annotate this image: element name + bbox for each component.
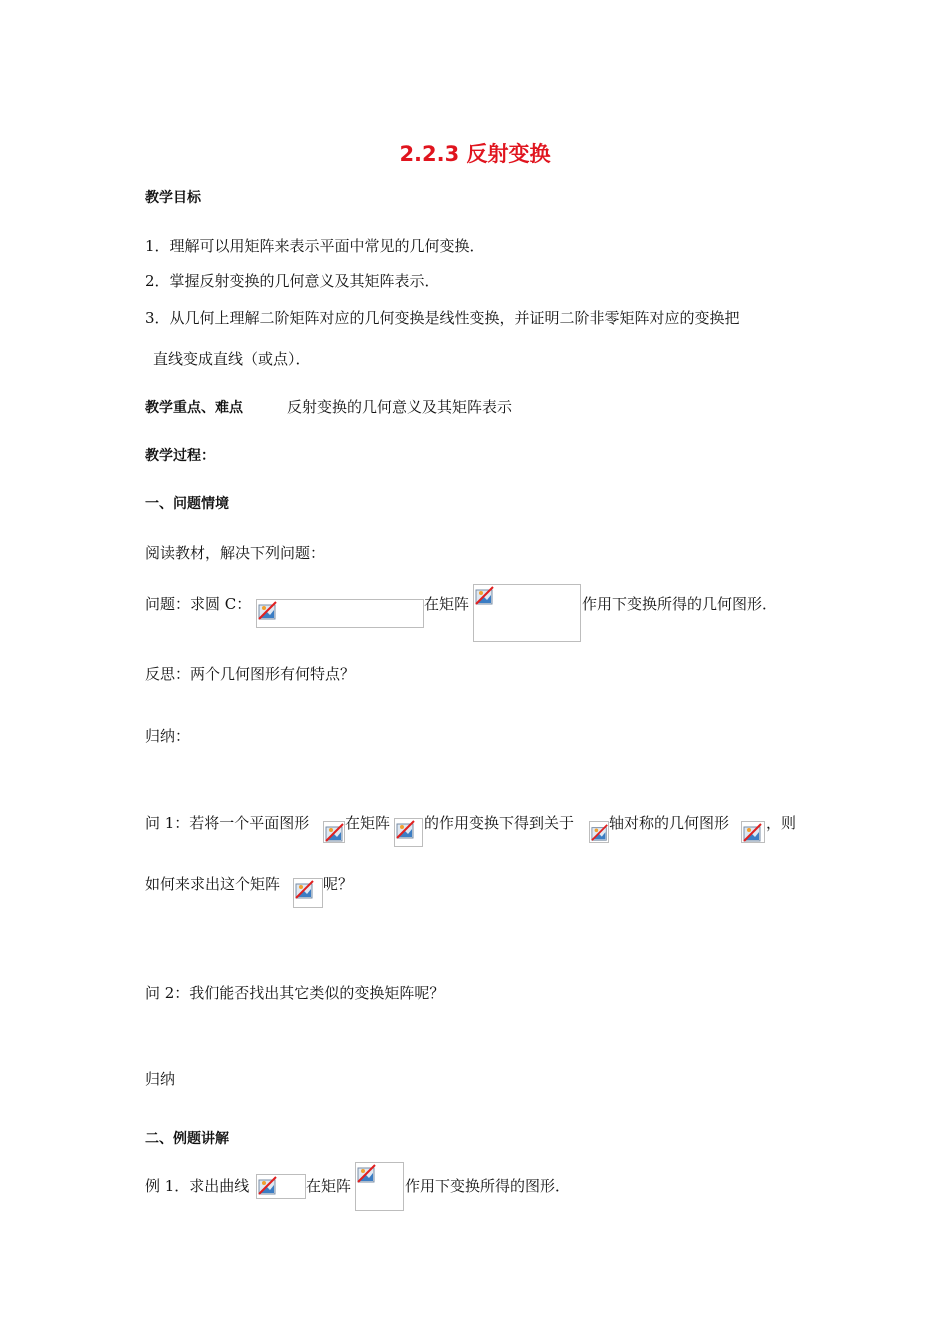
broken-image-icon (357, 1164, 377, 1184)
matrix-image (473, 584, 581, 642)
problem-prefix: 问题：求圆 C： (145, 595, 252, 613)
broken-image-icon (258, 1176, 278, 1196)
goal-item-3: 3．从几何上理解二阶矩阵对应的几何变换是线性变换，并证明二阶非零矩阵对应的变换把 (145, 309, 740, 327)
goal-item-3-cont: 直线变成直线（或点）． (153, 350, 311, 368)
example1-prefix: 例 1．求出曲线 (145, 1177, 250, 1195)
process-heading: 教学过程： (145, 448, 215, 464)
page-title: 2.2.3 反射变换 (399, 142, 551, 166)
key-points-text: 反射变换的几何意义及其矩阵表示 (287, 398, 513, 416)
q2-line: 问 2：我们能否找出其它类似的变换矩阵呢？ (145, 984, 445, 1002)
q1-line2-b: 呢？ (323, 875, 354, 893)
broken-image-icon (591, 823, 609, 843)
q1-part4: 轴对称的几何图形 (609, 814, 730, 832)
key-points-row (145, 397, 512, 418)
broken-image-icon (295, 880, 315, 900)
q1-part2: 在矩阵 (345, 814, 391, 832)
reflect-line: 反思：两个几何图形有何特点？ (145, 665, 356, 683)
q1-line2-a: 如何来求出这个矩阵 (145, 875, 281, 893)
broken-image-icon (475, 586, 495, 606)
figure-f-image (323, 821, 345, 843)
broken-image-icon (258, 601, 278, 621)
q1-part1: 问 1：若将一个平面图形 (145, 814, 310, 832)
circle-equation-image (256, 599, 424, 628)
q1-part3: 的作用变换下得到关于 (424, 814, 575, 832)
broken-image-icon (743, 823, 763, 843)
problem-mid: 在矩阵 (424, 595, 470, 613)
section1-intro: 阅读教材，解决下列问题： (145, 544, 326, 562)
broken-image-icon (325, 823, 345, 843)
summary-2: 归纳 (145, 1070, 176, 1088)
broken-image-icon (396, 820, 416, 840)
example1-mid: 在矩阵 (306, 1177, 352, 1195)
problem-suffix: 作用下变换所得的几何图形． (582, 595, 778, 613)
goal-item-1: 1．理解可以用矩阵来表示平面中常见的几何变换． (145, 237, 485, 255)
curve-equation-image (256, 1174, 306, 1199)
section2-heading: 二、例题讲解 (145, 1131, 229, 1147)
example1-suffix: 作用下变换所得的图形． (405, 1177, 571, 1195)
summary-1: 归纳： (145, 727, 191, 745)
goal-item-2: 2．掌握反射变换的几何意义及其矩阵表示． (145, 272, 440, 290)
q1-part5: ，则 (766, 814, 797, 832)
figure-f-prime-image (741, 821, 765, 843)
axis-image (589, 821, 609, 843)
key-points-label: 教学重点、难点 (145, 400, 243, 416)
matrix-m-image (394, 818, 423, 847)
matrix-m-image-2 (293, 878, 323, 908)
section1-heading: 一、问题情境 (145, 496, 229, 512)
goals-heading: 教学目标 (145, 190, 201, 206)
example-matrix-image (355, 1162, 404, 1211)
